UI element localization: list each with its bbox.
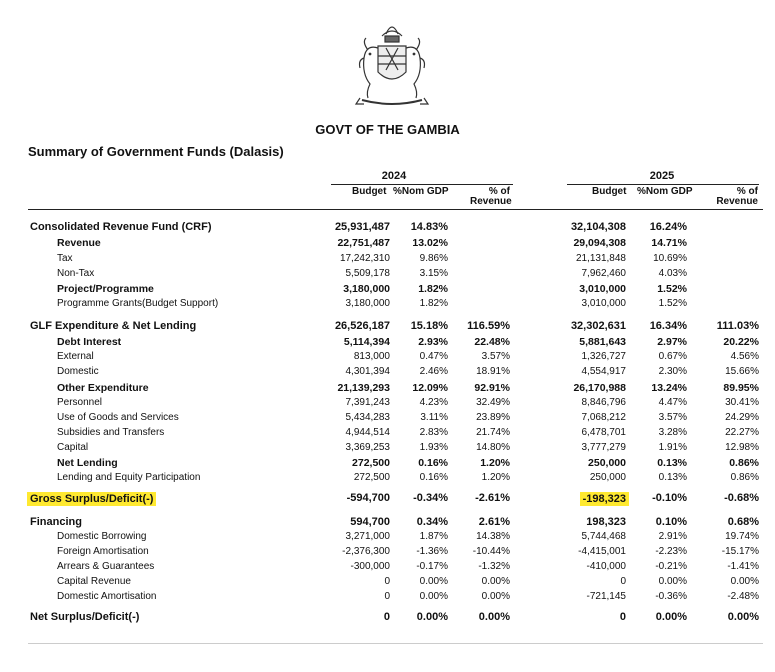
row-label: Tax [57, 253, 73, 264]
cell-budget-2025: 250,000 [589, 472, 626, 483]
row-label: Consolidated Revenue Fund (CRF) [30, 221, 212, 233]
cell-nomgdp-2024: 0.00% [419, 591, 448, 602]
cell-revenue-2025: 0.00% [727, 611, 759, 623]
cell-budget-2025: -410,000 [586, 561, 626, 572]
cell-revenue-2025: -15.17% [721, 546, 759, 557]
cell-budget-2024: 272,500 [353, 472, 390, 483]
cell-nomgdp-2024: 1.87% [419, 531, 448, 542]
cell-budget-2025: 7,068,212 [581, 412, 626, 423]
cell-nomgdp-2025: 0.67% [658, 351, 687, 362]
cell-revenue-2025: 15.66% [725, 366, 759, 377]
cell-nomgdp-2025: -0.21% [655, 561, 687, 572]
cell-revenue-2024: 1.20% [481, 472, 510, 483]
cell-revenue-2024: 116.59% [467, 320, 510, 332]
row-label: Foreign Amortisation [57, 546, 149, 557]
cell-revenue-2025: -0.68% [724, 492, 759, 504]
col-revenue-2024: % of Revenue [470, 186, 512, 207]
row-label: Arrears & Guarantees [57, 561, 155, 572]
cell-budget-2025: 32,302,631 [570, 320, 626, 332]
cell-nomgdp-2024: 0.16% [418, 457, 448, 469]
cell-revenue-2024: 14.38% [476, 531, 510, 542]
row-label: Net Surplus/Deficit(-) [30, 611, 140, 623]
cell-nomgdp-2024: 14.83% [410, 221, 448, 233]
cell-budget-2024: 5,509,178 [345, 268, 390, 279]
cell-budget-2025: 8,846,796 [581, 397, 626, 408]
cell-revenue-2025: 0.68% [727, 516, 759, 528]
cell-nomgdp-2025: 0.10% [655, 516, 687, 528]
cell-nomgdp-2025: 0.00% [655, 611, 687, 623]
cell-nomgdp-2025: -0.10% [652, 492, 687, 504]
cell-revenue-2024: -2.61% [475, 492, 510, 504]
cell-budget-2024: 3,180,000 [343, 283, 390, 295]
cell-revenue-2025: 19.74% [725, 531, 759, 542]
cell-nomgdp-2025: 4.03% [658, 268, 687, 279]
cell-budget-2024: 0 [384, 591, 390, 602]
cell-nomgdp-2025: 3.57% [658, 412, 687, 423]
row-label: Gross Surplus/Deficit(-) [27, 492, 156, 506]
cell-budget-2025: 7,962,460 [581, 268, 626, 279]
row-label: Other Expenditure [57, 382, 149, 394]
cell-revenue-2025: 0.86% [729, 457, 759, 469]
cell-nomgdp-2024: -0.17% [416, 561, 448, 572]
cell-budget-2025: 0 [620, 576, 626, 587]
row-label: Domestic Borrowing [57, 531, 147, 542]
cell-nomgdp-2024: 3.15% [419, 268, 448, 279]
cell-budget-2024: 5,114,394 [343, 336, 390, 348]
cell-revenue-2024: 18.91% [476, 366, 510, 377]
row-label: Programme Grants(Budget Support) [57, 298, 219, 309]
cell-revenue-2024: 0.00% [478, 611, 510, 623]
cell-revenue-2025: 111.03% [716, 320, 759, 332]
cell-budget-2025: 4,554,917 [581, 366, 626, 377]
cell-nomgdp-2024: 4.23% [419, 397, 448, 408]
cell-budget-2025: 198,323 [586, 516, 626, 528]
cell-nomgdp-2024: -1.36% [416, 546, 448, 557]
cell-nomgdp-2024: 3.11% [420, 412, 448, 423]
row-label: Net Lending [57, 457, 118, 469]
cell-nomgdp-2024: 1.82% [419, 298, 448, 309]
cell-revenue-2025: 4.56% [730, 351, 759, 362]
cell-budget-2024: 0 [383, 611, 390, 623]
cell-revenue-2025: 89.95% [723, 382, 759, 394]
cell-budget-2025: 32,104,308 [570, 221, 626, 233]
cell-nomgdp-2024: 0.00% [416, 611, 448, 623]
cell-revenue-2024: -10.44% [472, 546, 510, 557]
document-title: GOVT OF THE GAMBIA [315, 122, 460, 137]
cell-nomgdp-2024: 0.34% [416, 516, 448, 528]
row-label: GLF Expenditure & Net Lending [30, 320, 197, 332]
row-label: Debt Interest [57, 336, 122, 348]
row-label: Lending and Equity Participation [57, 472, 201, 483]
cell-nomgdp-2025: -2.23% [655, 546, 687, 557]
cell-revenue-2025: 0.00% [730, 576, 759, 587]
cell-nomgdp-2024: 13.02% [412, 237, 448, 249]
year-2025-label: 2025 [649, 170, 675, 182]
cell-budget-2025: 5,881,643 [579, 336, 626, 348]
cell-budget-2025: 250,000 [588, 457, 626, 469]
cell-budget-2024: 813,000 [353, 351, 390, 362]
cell-revenue-2024: 0.00% [481, 591, 510, 602]
col-revenue-2025: % of Revenue [716, 186, 758, 207]
cell-budget-2025: 3,010,000 [579, 283, 626, 295]
row-label: Personnel [57, 397, 103, 408]
cell-nomgdp-2025: 0.00% [658, 576, 687, 587]
cell-nomgdp-2024: 0.00% [419, 576, 448, 587]
cell-nomgdp-2025: 4.47% [658, 397, 687, 408]
cell-nomgdp-2024: 15.18% [410, 320, 448, 332]
bottom-rule [28, 643, 763, 644]
col-budget-2025: Budget [592, 186, 627, 197]
row-label: Project/Programme [57, 283, 154, 295]
cell-budget-2025: 6,478,701 [581, 427, 626, 438]
cell-revenue-2025: -1.41% [727, 561, 759, 572]
cell-nomgdp-2025: 1.91% [658, 442, 687, 453]
cell-nomgdp-2024: 2.46% [419, 366, 448, 377]
cell-budget-2024: 26,526,187 [334, 320, 390, 332]
cell-nomgdp-2025: 1.52% [657, 283, 687, 295]
row-label: Use of Goods and Services [57, 412, 179, 423]
cell-revenue-2024: 23.89% [476, 412, 510, 423]
cell-budget-2024: 21,139,293 [337, 382, 390, 394]
cell-budget-2025: 29,094,308 [573, 237, 626, 249]
cell-budget-2025: 5,744,468 [581, 531, 626, 542]
cell-revenue-2024: -1.32% [478, 561, 510, 572]
row-label: Capital Revenue [57, 576, 131, 587]
cell-budget-2024: 3,180,000 [345, 298, 390, 309]
col-nomgdp-2025: %Nom GDP [637, 186, 693, 197]
year-2024-label: 2024 [381, 170, 407, 182]
cell-revenue-2025: 20.22% [723, 336, 759, 348]
cell-nomgdp-2025: 0.13% [658, 472, 687, 483]
cell-revenue-2024: 1.20% [480, 457, 510, 469]
cell-budget-2024: 3,369,253 [345, 442, 390, 453]
cell-revenue-2025: 30.41% [725, 397, 759, 408]
cell-nomgdp-2024: 0.16% [419, 472, 448, 483]
cell-nomgdp-2025: 0.13% [657, 457, 687, 469]
cell-nomgdp-2024: -0.34% [413, 492, 448, 504]
cell-budget-2024: 22,751,487 [337, 237, 390, 249]
cell-nomgdp-2025: 16.24% [649, 221, 687, 233]
row-label: Non-Tax [57, 268, 95, 279]
cell-budget-2024: 17,242,310 [339, 253, 390, 264]
col-budget-2024: Budget [352, 186, 387, 197]
row-label: Domestic Amortisation [57, 591, 157, 602]
cell-nomgdp-2024: 0.47% [419, 351, 448, 362]
cell-budget-2024: 4,944,514 [345, 427, 390, 438]
cell-nomgdp-2025: 2.91% [658, 531, 687, 542]
cell-revenue-2024: 0.00% [481, 576, 510, 587]
cell-revenue-2025: -2.48% [727, 591, 759, 602]
cell-revenue-2024: 2.61% [478, 516, 510, 528]
cell-nomgdp-2025: 16.34% [649, 320, 687, 332]
cell-nomgdp-2024: 12.09% [412, 382, 448, 394]
document-subtitle: Summary of Government Funds (Dalasis) [28, 144, 284, 159]
cell-revenue-2024: 3.57% [481, 351, 510, 362]
cell-budget-2025: -198,323 [580, 492, 629, 506]
cell-revenue-2025: 22.27% [725, 427, 759, 438]
cell-budget-2025: -721,145 [586, 591, 626, 602]
cell-budget-2024: 25,931,487 [334, 221, 390, 233]
cell-nomgdp-2024: 9.86% [419, 253, 448, 264]
row-label: Financing [30, 516, 82, 528]
cell-nomgdp-2025: 13.24% [651, 382, 687, 394]
cell-budget-2024: 5,434,283 [345, 412, 390, 423]
row-label: External [57, 351, 94, 362]
cell-budget-2024: 594,700 [350, 516, 390, 528]
cell-budget-2024: 0 [384, 576, 390, 587]
cell-budget-2024: -594,700 [346, 492, 390, 504]
cell-budget-2024: 7,391,243 [345, 397, 390, 408]
cell-budget-2025: 26,170,988 [573, 382, 626, 394]
cell-nomgdp-2025: 14.71% [651, 237, 687, 249]
cell-nomgdp-2025: 3.28% [658, 427, 687, 438]
cell-nomgdp-2025: -0.36% [655, 591, 687, 602]
cell-nomgdp-2024: 1.82% [418, 283, 448, 295]
cell-revenue-2024: 14.80% [476, 442, 510, 453]
cell-budget-2024: 4,301,394 [345, 366, 390, 377]
cell-budget-2025: 3,010,000 [581, 298, 626, 309]
cell-revenue-2025: 0.86% [730, 472, 759, 483]
row-label: Domestic [57, 366, 99, 377]
cell-revenue-2024: 32.49% [476, 397, 510, 408]
cell-budget-2024: 272,500 [352, 457, 390, 469]
cell-budget-2025: 0 [619, 611, 626, 623]
cell-revenue-2025: 24.29% [725, 412, 759, 423]
cell-revenue-2024: 22.48% [474, 336, 510, 348]
cell-nomgdp-2025: 1.52% [658, 298, 687, 309]
cell-nomgdp-2024: 2.93% [418, 336, 448, 348]
col-nomgdp-2024: %Nom GDP [393, 186, 449, 197]
cell-revenue-2024: 21.74% [476, 427, 510, 438]
cell-nomgdp-2025: 10.69% [653, 253, 687, 264]
row-label: Capital [57, 442, 89, 453]
cell-nomgdp-2025: 2.30% [658, 366, 687, 377]
cell-budget-2025: -4,415,001 [578, 546, 626, 557]
cell-budget-2025: 21,131,848 [575, 253, 626, 264]
row-label: Subsidies and Transfers [57, 427, 165, 438]
cell-budget-2024: -300,000 [350, 561, 390, 572]
row-label: Revenue [57, 237, 101, 249]
cell-revenue-2025: 12.98% [725, 442, 759, 453]
cell-budget-2024: 3,271,000 [345, 531, 390, 542]
cell-budget-2025: 1,326,727 [581, 351, 626, 362]
cell-nomgdp-2025: 2.97% [657, 336, 687, 348]
cell-nomgdp-2024: 2.83% [419, 427, 448, 438]
cell-revenue-2024: 92.91% [474, 382, 510, 394]
cell-budget-2025: 3,777,279 [581, 442, 626, 453]
cell-nomgdp-2024: 1.93% [419, 442, 448, 453]
cell-budget-2024: -2,376,300 [342, 546, 390, 557]
